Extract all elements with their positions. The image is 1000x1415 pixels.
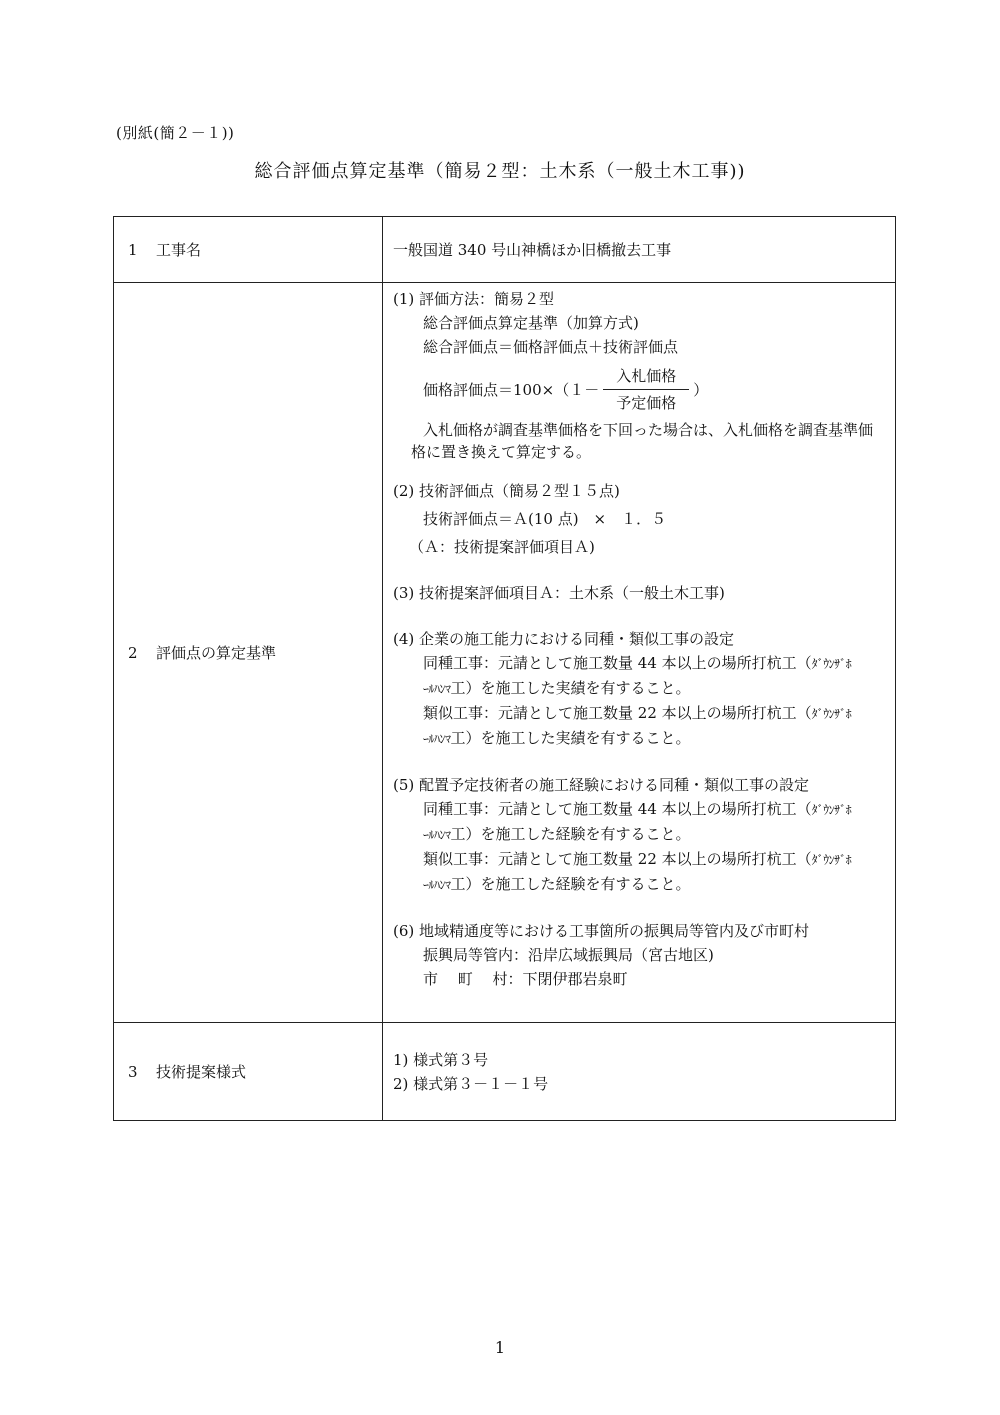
- text-part: 工）を施工した実績を有すること。: [450, 729, 691, 747]
- section-heading: (6) 地域精通度等における工事箇所の振興局等管内及び市町村: [393, 922, 810, 940]
- section-note: 入札価格が調査基準価格を下回った場合は、入札価格を調査基準価格に置き換えて算定する。: [411, 421, 874, 461]
- section-text: [393, 797, 885, 822]
- section-text: [393, 651, 885, 676]
- section-text: （Ａ：技術提案評価項目Ａ): [409, 538, 595, 556]
- section-heading: (1) 評価方法：簡易２型: [393, 290, 555, 308]
- text-part: ﾀﾞｳﾝｻﾞﾎ: [811, 707, 852, 721]
- row-label: 評価点の算定基準: [156, 644, 277, 662]
- section-text: [393, 847, 885, 872]
- row-number: 2: [128, 644, 138, 662]
- text-part: 同種工事：元請として施工数量 44 本以上の場所打杭工（: [423, 800, 812, 818]
- construction-name: 一般国道 340 号山神橋ほか旧橋撤去工事: [393, 241, 672, 259]
- spacer: [393, 897, 885, 919]
- text-part: ﾀﾞｳﾝｻﾞﾎ: [811, 853, 852, 867]
- price-formula: [393, 359, 885, 419]
- section-text: [393, 726, 885, 751]
- section-1: [393, 287, 885, 463]
- text-part: ﾀﾞｳﾝｻﾞﾎ: [811, 657, 852, 671]
- section-heading: (4) 企業の施工能力における同種・類似工事の設定: [393, 630, 735, 648]
- section-heading: (3) 技術提案評価項目Ａ：土木系（一般土木工事): [393, 584, 725, 602]
- row-label: 工事名: [156, 241, 202, 259]
- text-part: ｰﾙﾊﾝﾏ: [423, 878, 451, 892]
- table-row: [114, 217, 896, 283]
- text-part: ｰﾙﾊﾝﾏ: [423, 682, 451, 696]
- formula-denominator: 予定価格: [616, 393, 677, 412]
- section-4: [393, 627, 885, 751]
- form-item: 1) 様式第３号: [393, 1050, 489, 1069]
- form-item: 2) 様式第３－１－１号: [393, 1074, 549, 1093]
- annex-label: (別紙(簡２－１)): [116, 124, 235, 142]
- row-number: 1: [128, 241, 138, 259]
- row-number: 3: [128, 1063, 138, 1081]
- formula-numerator: 入札価格: [616, 366, 677, 385]
- spacer: [393, 559, 885, 581]
- section-2: [393, 479, 885, 559]
- criteria-table: [113, 216, 896, 1121]
- section-text: [393, 676, 885, 701]
- section-5: [393, 773, 885, 897]
- text-part: ｰﾙﾊﾝﾏ: [423, 828, 451, 842]
- row-label-cell: [114, 1023, 383, 1121]
- text-part: ﾀﾞｳﾝｻﾞﾎ: [811, 803, 852, 817]
- spacer: [393, 463, 885, 479]
- section-text: 市 町 村：下閉伊郡岩泉町: [423, 970, 628, 988]
- section-heading: (5) 配置予定技術者の施工経験における同種・類似工事の設定: [393, 776, 810, 794]
- section-text: 振興局等管内：沿岸広域振興局（宮古地区): [423, 946, 714, 964]
- section-6: [393, 919, 885, 991]
- text-part: 類似工事：元請として施工数量 22 本以上の場所打杭工（: [423, 704, 812, 722]
- criteria-cell: [383, 283, 896, 1023]
- text-part: 同種工事：元請として施工数量 44 本以上の場所打杭工（: [423, 654, 812, 672]
- section-text: [393, 822, 885, 847]
- row-label: 技術提案様式: [156, 1063, 247, 1081]
- section-text: 総合評価点＝価格評価点＋技術評価点: [423, 338, 679, 356]
- section-text: 技術評価点＝Ａ(10 点) × １．５: [423, 510, 667, 528]
- formula-prefix: 価格評価点＝100×（１－: [423, 380, 600, 399]
- formula-suffix: ）: [693, 380, 709, 399]
- text-part: 工）を施工した経験を有すること。: [450, 825, 691, 843]
- spacer: [393, 751, 885, 773]
- section-heading: (2) 技術評価点（簡易２型１５点): [393, 482, 620, 500]
- section-text: [393, 872, 885, 897]
- fraction-bar: [603, 389, 689, 390]
- text-part: 類似工事：元請として施工数量 22 本以上の場所打杭工（: [423, 850, 812, 868]
- table-row: [114, 1023, 896, 1121]
- row-label-cell: [114, 283, 383, 1023]
- section-text: 総合評価点算定基準（加算方式): [423, 314, 639, 332]
- text-part: 工）を施工した経験を有すること。: [450, 875, 691, 893]
- formula-fraction: [603, 366, 689, 413]
- construction-name-cell: [383, 217, 896, 283]
- spacer: [393, 605, 885, 627]
- text-part: 工）を施工した実績を有すること。: [450, 679, 691, 697]
- section-text: [393, 701, 885, 726]
- section-3: [393, 581, 885, 605]
- row-label-cell: [114, 217, 383, 283]
- proposal-forms-cell: [383, 1023, 896, 1121]
- page-number: 1: [494, 1338, 506, 1357]
- text-part: ｰﾙﾊﾝﾏ: [423, 732, 451, 746]
- document-title: 総合評価点算定基準（簡易２型：土木系（一般土木工事)): [254, 161, 746, 182]
- table-row: [114, 283, 896, 1023]
